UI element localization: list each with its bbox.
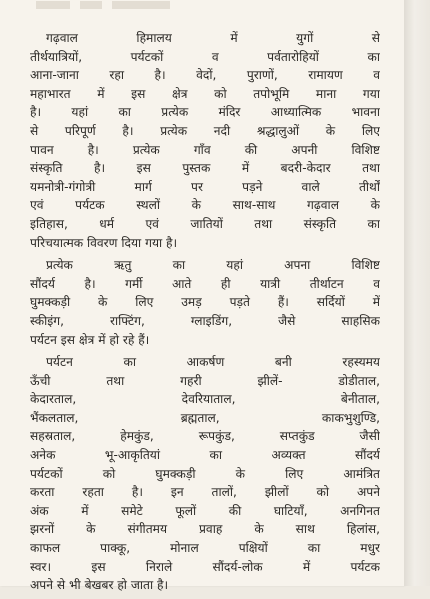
text-line: झरनों के संगीतमय प्रवाह के साथ हिलांस, <box>30 522 380 537</box>
text-line: अंक में समेटे फूलों की घाटियाँ, अनगिनत <box>30 503 380 518</box>
page-edge <box>404 0 430 586</box>
text-line: प्रत्येक ऋतु का यहां अपना विशिष्ट <box>46 258 380 273</box>
text-line: एवं पर्यटक स्थलों के साथ-साथ गढ़वाल के <box>30 198 380 213</box>
text-line: है। यहां का प्रत्येक मंदिर आध्यात्मिक भावना <box>30 105 380 120</box>
paragraph-1 <box>30 29 380 252</box>
paragraph-3 <box>30 353 380 595</box>
text-line: गढ़वाल हिमालय में युगों से <box>46 31 380 45</box>
text-line: पर्यटकों को घुमक्कड़ी के लिए आमंत्रित <box>30 466 380 481</box>
text-line: स्कीइंग, राफ्टिंग, ग्लाइडिंग, जैसे साहसिक <box>30 313 380 328</box>
text-line: अपने से भी बेखबर हो जाता है। <box>30 578 169 593</box>
text-line: भैंकलताल, ब्रह्मताल, काकभुशुण्डि, <box>30 410 380 425</box>
text-line: संस्कृति है। इस पुस्तक में बदरी-केदार तथा <box>30 161 380 176</box>
body-text <box>30 29 380 599</box>
text-line: करता रहता है। इन तालों, झीलों को अपने <box>30 485 380 500</box>
paragraph-2 <box>30 256 380 349</box>
text-line: यमनोत्री-गंगोत्री मार्ग पर पड़ने वाले तीर्थों <box>30 179 380 194</box>
text-line: पावन है। प्रत्येक गाँव की अपनी विशिष्ट <box>30 142 380 157</box>
text-line: महाभारत में इस क्षेत्र को तपोभूमि माना गया <box>30 86 380 101</box>
text-line: आना-जाना रहा है। वेदों, पुराणों, रामायण व <box>30 68 380 83</box>
text-line: सौंदर्य है। गर्मी आते ही यात्री तीर्थाटन व <box>30 276 380 291</box>
text-line: अनेक भू-आकृतियां का अव्यक्त सौंदर्य <box>30 448 380 463</box>
text-line: ऊँची तथा गहरी झीलें- डोडीताल, <box>30 373 380 388</box>
text-line: तीर्थयात्रियों, पर्यटकों व पर्वतारोहियों का <box>30 49 380 64</box>
text-line: घुमक्कड़ी के लिए उमड़ पड़ते हैं। सर्दियों में <box>30 295 380 310</box>
text-line: सहस्रताल, हेमकुंड, रूपकुंड, सप्तकुंड जैसी <box>30 429 380 444</box>
text-line: पर्यटन इस क्षेत्र में हो रहे हैं। <box>30 332 150 347</box>
text-line: काफल पाक्कू, मोनाल पक्षियों का मधुर <box>30 541 380 556</box>
text-line: केदारताल, देवरियाताल, बेनीताल, <box>30 392 380 407</box>
text-line: से परिपूर्ण है। प्रत्येक नदी श्रद्धालुओं के लिए <box>30 123 380 138</box>
text-line: परिचयात्मक विवरण दिया गया है। <box>30 235 178 250</box>
cropped-header-remnant <box>36 0 196 14</box>
text-line: स्वर। इस निराले सौंदर्य-लोक में पर्यटक <box>30 559 380 574</box>
text-line: इतिहास, धर्म एवं जातियों तथा संस्कृति का <box>30 216 380 231</box>
text-line: पर्यटन का आकर्षण बनी रहस्यमय <box>46 355 380 370</box>
